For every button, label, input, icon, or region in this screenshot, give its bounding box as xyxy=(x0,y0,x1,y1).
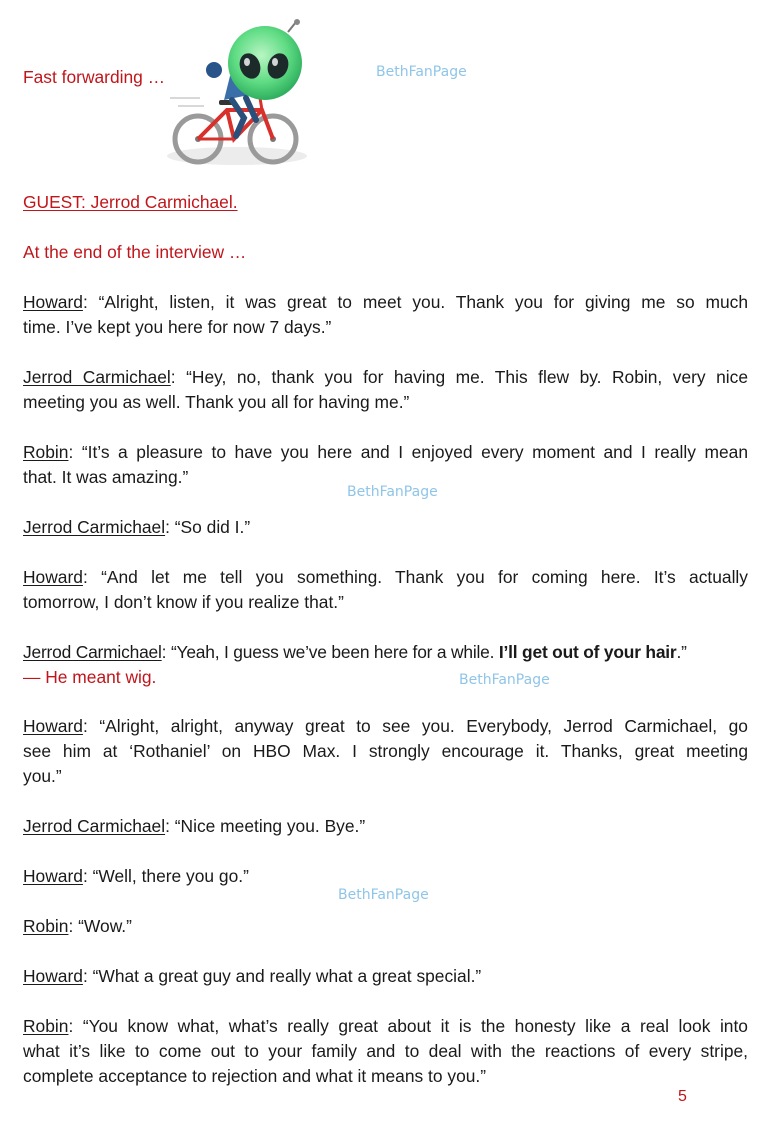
dialogue-text: “Wow.” xyxy=(78,916,132,936)
speaker-name: Jerrod Carmichael xyxy=(23,816,166,836)
speaker-name: Jerrod Carmichael xyxy=(23,367,171,387)
dialogue-text: see him at ‘Rothaniel’ on HBO Max. I strongly encourage it. Thanks, great meeting xyxy=(23,741,748,761)
editor-note: — He meant wig. xyxy=(23,667,157,687)
dialogue-line: Howard: “Alright, alright, anyway great to see you. Everybody, Jerrod Carmichael, go xyxy=(23,716,748,736)
dialogue-text: time. I’ve kept you here for now 7 days.” xyxy=(23,317,332,337)
dialogue-line xyxy=(23,390,748,415)
speaker-name: Howard xyxy=(23,866,83,886)
fast-forward-note: Fast forwarding … xyxy=(23,67,166,87)
dialogue-line: Howard: “And let me tell you something. Thank you for coming here. It’s actually xyxy=(23,567,748,587)
speaker-name: Jerrod Carmichael xyxy=(23,517,166,537)
dialogue-line: Jerrod Carmichael: “Yeah, I guess we’ve been here for a while. I’ll get out of your hair.” xyxy=(23,642,687,662)
dialogue-text: “Hey, no, thank you for having me. This flew by. Robin, very nice xyxy=(186,367,749,387)
dialogue-line: Howard: “Well, there you go.” xyxy=(23,866,249,886)
watermark: BethFanPage xyxy=(338,887,429,903)
dialogue-line: Jerrod Carmichael: “Nice meeting you. Bye.” xyxy=(23,816,366,836)
watermark: BethFanPage xyxy=(376,64,467,80)
speaker-name: Howard xyxy=(23,292,83,312)
speaker-name: Robin xyxy=(23,916,69,936)
dialogue-line xyxy=(23,764,748,789)
dialogue-line: Jerrod Carmichael: “So did I.” xyxy=(23,517,251,537)
dialogue-text: “Yeah, I guess we’ve been here for a while. xyxy=(170,642,499,662)
dialogue-line xyxy=(23,1039,748,1064)
dialogue-text: “Well, there you go.” xyxy=(92,866,249,886)
dialogue-line xyxy=(23,739,748,764)
dialogue-text: complete acceptance to rejection and what it means to you.” xyxy=(23,1066,487,1086)
dialogue-text: you.” xyxy=(23,766,62,786)
dialogue-line: Robin: “It’s a pleasure to have you here and I enjoyed every moment and I really mean xyxy=(23,442,748,462)
alien-riding-bicycle-icon xyxy=(164,18,310,168)
dialogue-text: “Alright, alright, anyway great to see you. Everybody, Jerrod Carmichael, go xyxy=(99,716,748,736)
dialogue-line: Howard: “What a great guy and really what a great special.” xyxy=(23,966,482,986)
dialogue-text: meeting you as well. Thank you all for having me.” xyxy=(23,392,410,412)
speaker-name: Jerrod Carmichael xyxy=(23,642,162,662)
end-of-interview-note: At the end of the interview … xyxy=(23,242,247,262)
dialogue-line xyxy=(23,315,748,340)
dialogue-line: Robin: “You know what, what’s really great about it is the honesty like a real look into xyxy=(23,1016,748,1036)
dialogue-line xyxy=(23,590,748,615)
watermark: BethFanPage xyxy=(459,672,550,688)
dialogue-text: that. It was amazing.” xyxy=(23,467,189,487)
speaker-name: Robin xyxy=(23,442,69,462)
guest-heading: GUEST: Jerrod Carmichael. xyxy=(23,192,238,212)
speaker-name: Howard xyxy=(23,567,83,587)
emphasized-quote: I’ll get out of your hair xyxy=(498,642,677,662)
dialogue-text: “Alright, listen, it was great to meet you. Thank you for giving me so much xyxy=(98,292,748,312)
dialogue-line: Jerrod Carmichael: “Hey, no, thank you for having me. This flew by. Robin, very nice xyxy=(23,367,749,387)
speaker-name: Howard xyxy=(23,716,83,736)
dialogue-line: Robin: “Wow.” xyxy=(23,916,132,936)
dialogue-text: “Nice meeting you. Bye.” xyxy=(174,816,366,836)
dialogue-text: tomorrow, I don’t know if you realize that.” xyxy=(23,592,344,612)
dialogue-text: what it’s like to come out to your family and to deal with the reactions of every stripe, xyxy=(23,1041,748,1061)
page-number: 5 xyxy=(678,1088,687,1105)
speaker-name: Howard xyxy=(23,966,83,986)
speaker-name: Robin xyxy=(23,1016,69,1036)
watermark: BethFanPage xyxy=(347,484,438,500)
dialogue-text: “It’s a pleasure to have you here and I enjoyed every moment and I really mean xyxy=(81,442,748,462)
dialogue-text: “And let me tell you something. Thank you for coming here. It’s actually xyxy=(101,567,748,587)
dialogue-text: “So did I.” xyxy=(174,517,251,537)
dialogue-text: “You know what, what’s really great about it is the honesty like a real look into xyxy=(82,1016,748,1036)
dialogue-text: “What a great guy and really what a great special.” xyxy=(92,966,482,986)
dialogue-text: .” xyxy=(676,642,687,662)
dialogue-line: Howard: “Alright, listen, it was great to meet you. Thank you for giving me so much xyxy=(23,292,748,312)
dialogue-line xyxy=(23,1064,748,1089)
